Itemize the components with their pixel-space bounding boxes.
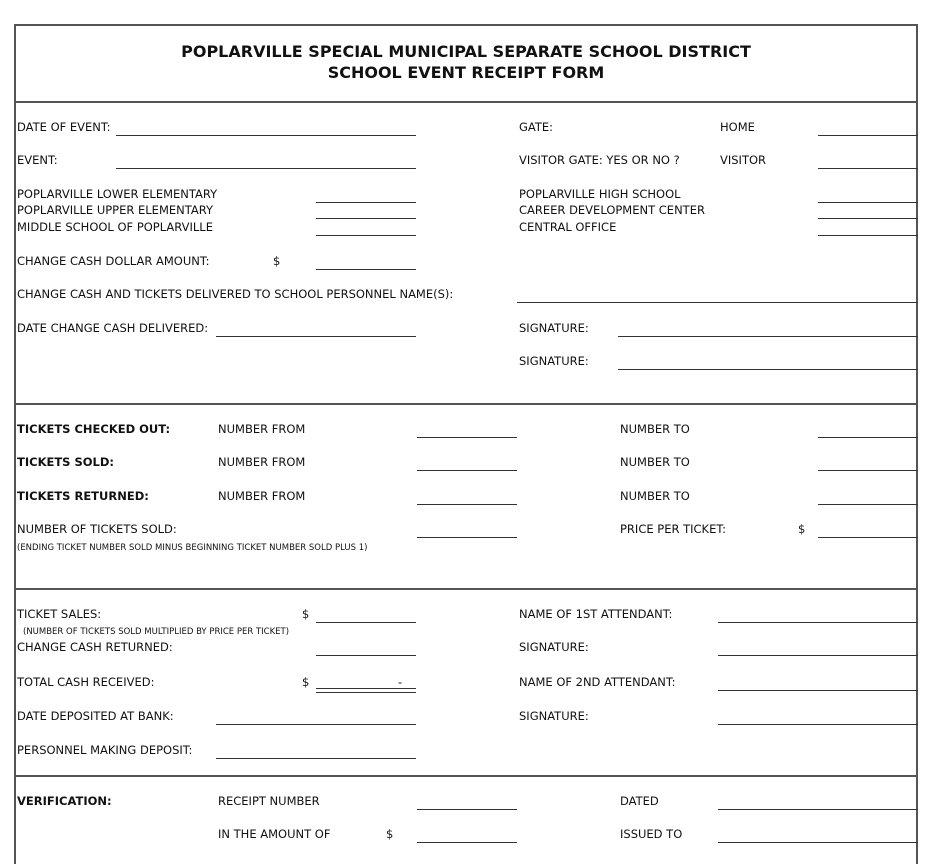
verification-label: VERIFICATION:: [17, 794, 112, 808]
total-cash-received-field[interactable]: [316, 688, 416, 693]
price-per-ticket-field[interactable]: [818, 537, 918, 538]
checked-out-to-field[interactable]: [818, 437, 918, 438]
form-frame: [14, 24, 918, 864]
district-title: POPLARVILLE SPECIAL MUNICIPAL SEPARATE SCHOOL DISTRICT: [181, 42, 751, 61]
personnel-deposit-field[interactable]: [216, 758, 416, 759]
dollar-sign: $: [798, 522, 806, 536]
attendant-2-field[interactable]: [718, 690, 918, 691]
total-cash-value: -: [398, 675, 403, 689]
event-field[interactable]: [116, 168, 416, 169]
visitor-gate-label: VISITOR GATE: YES OR NO ?: [519, 153, 680, 167]
sold-to-field[interactable]: [818, 470, 918, 471]
signature-label: SIGNATURE:: [519, 709, 589, 723]
number-to-label: NUMBER TO: [620, 489, 690, 503]
change-cash-delivered-to-label: CHANGE CASH AND TICKETS DELIVERED TO SCHOOL PERSONNEL NAME(S):: [17, 287, 454, 301]
home-label: HOME: [720, 120, 755, 134]
section-divider: [14, 403, 918, 405]
visitor-label: VISITOR: [720, 153, 767, 167]
signature-label: SIGNATURE:: [519, 321, 589, 335]
personnel-names-field[interactable]: [517, 302, 918, 303]
dollar-sign: $: [302, 675, 310, 689]
school-upper-elementary-label: POPLARVILLE UPPER ELEMENTARY: [17, 203, 214, 217]
date-change-cash-delivered-label: DATE CHANGE CASH DELIVERED:: [17, 321, 209, 335]
signature-field[interactable]: [718, 655, 918, 656]
date-of-event-field[interactable]: [116, 135, 416, 136]
tickets-returned-label: TICKETS RETURNED:: [17, 489, 149, 503]
receipt-number-field[interactable]: [417, 809, 517, 810]
date-change-cash-delivered-field[interactable]: [216, 336, 416, 337]
ticket-sales-label: TICKET SALES:: [17, 607, 102, 621]
ticket-sales-field[interactable]: [316, 622, 416, 623]
price-per-ticket-label: PRICE PER TICKET:: [620, 522, 727, 536]
career-center-label: CAREER DEVELOPMENT CENTER: [519, 203, 705, 217]
signature-field[interactable]: [618, 336, 918, 337]
attendant-2-label: NAME OF 2ND ATTENDANT:: [519, 675, 676, 689]
section-divider: [14, 775, 918, 777]
school-high-field[interactable]: [818, 202, 918, 203]
change-cash-amount-field[interactable]: [316, 269, 416, 270]
date-of-event-label: DATE OF EVENT:: [17, 120, 111, 134]
home-gate-field[interactable]: [818, 135, 918, 136]
number-to-label: NUMBER TO: [620, 422, 690, 436]
amount-field[interactable]: [417, 842, 517, 843]
checked-out-from-field[interactable]: [417, 437, 517, 438]
school-middle-label: MIDDLE SCHOOL OF POPLARVILLE: [17, 220, 213, 234]
dated-label: DATED: [620, 794, 659, 808]
dollar-sign: $: [273, 254, 281, 268]
section-divider: [14, 101, 918, 103]
number-of-tickets-sold-field[interactable]: [417, 537, 517, 538]
dollar-sign: $: [302, 607, 310, 621]
school-lower-elementary-label: POPLARVILLE LOWER ELEMENTARY: [17, 187, 218, 201]
total-cash-received-label: TOTAL CASH RECEIVED:: [17, 675, 155, 689]
change-cash-amount-label: CHANGE CASH DOLLAR AMOUNT:: [17, 254, 210, 268]
form-title: SCHOOL EVENT RECEIPT FORM: [327, 63, 605, 82]
personnel-deposit-label: PERSONNEL MAKING DEPOSIT:: [17, 743, 193, 757]
school-upper-elementary-field[interactable]: [316, 218, 416, 219]
sold-from-field[interactable]: [417, 470, 517, 471]
returned-from-field[interactable]: [417, 504, 517, 505]
section-divider: [14, 588, 918, 590]
school-lower-elementary-field[interactable]: [316, 202, 416, 203]
number-from-label: NUMBER FROM: [218, 489, 306, 503]
change-cash-returned-field[interactable]: [316, 655, 416, 656]
school-middle-field[interactable]: [316, 235, 416, 236]
ticket-sales-note: (NUMBER OF TICKETS SOLD MULTIPLIED BY PRICE PER TICKET): [23, 627, 290, 637]
number-from-label: NUMBER FROM: [218, 422, 306, 436]
event-label: EVENT:: [17, 153, 58, 167]
in-the-amount-of-label: IN THE AMOUNT OF: [218, 827, 331, 841]
central-office-field[interactable]: [818, 235, 918, 236]
number-sold-note: (ENDING TICKET NUMBER SOLD MINUS BEGINNING TICKET NUMBER SOLD PLUS 1): [17, 543, 368, 553]
attendant-1-field[interactable]: [718, 622, 918, 623]
date-deposited-label: DATE DEPOSITED AT BANK:: [17, 709, 174, 723]
receipt-number-label: RECEIPT NUMBER: [218, 794, 320, 808]
gate-label: GATE:: [519, 120, 554, 134]
signature-label: SIGNATURE:: [519, 354, 589, 368]
central-office-label: CENTRAL OFFICE: [519, 220, 617, 234]
tickets-sold-label: TICKETS SOLD:: [17, 455, 114, 469]
signature-field[interactable]: [718, 724, 918, 725]
change-cash-returned-label: CHANGE CASH RETURNED:: [17, 640, 173, 654]
number-to-label: NUMBER TO: [620, 455, 690, 469]
school-high-label: POPLARVILLE HIGH SCHOOL: [519, 187, 681, 201]
attendant-1-label: NAME OF 1ST ATTENDANT:: [519, 607, 673, 621]
signature-label: SIGNATURE:: [519, 640, 589, 654]
number-from-label: NUMBER FROM: [218, 455, 306, 469]
issued-to-field[interactable]: [718, 842, 918, 843]
tickets-checked-out-label: TICKETS CHECKED OUT:: [17, 422, 171, 436]
issued-to-label: ISSUED TO: [620, 827, 683, 841]
date-deposited-field[interactable]: [216, 724, 416, 725]
returned-to-field[interactable]: [818, 504, 918, 505]
career-center-field[interactable]: [818, 218, 918, 219]
number-of-tickets-sold-label: NUMBER OF TICKETS SOLD:: [17, 522, 177, 536]
dated-field[interactable]: [718, 809, 918, 810]
visitor-gate-field[interactable]: [818, 168, 918, 169]
signature-field[interactable]: [618, 369, 918, 370]
dollar-sign: $: [386, 827, 394, 841]
